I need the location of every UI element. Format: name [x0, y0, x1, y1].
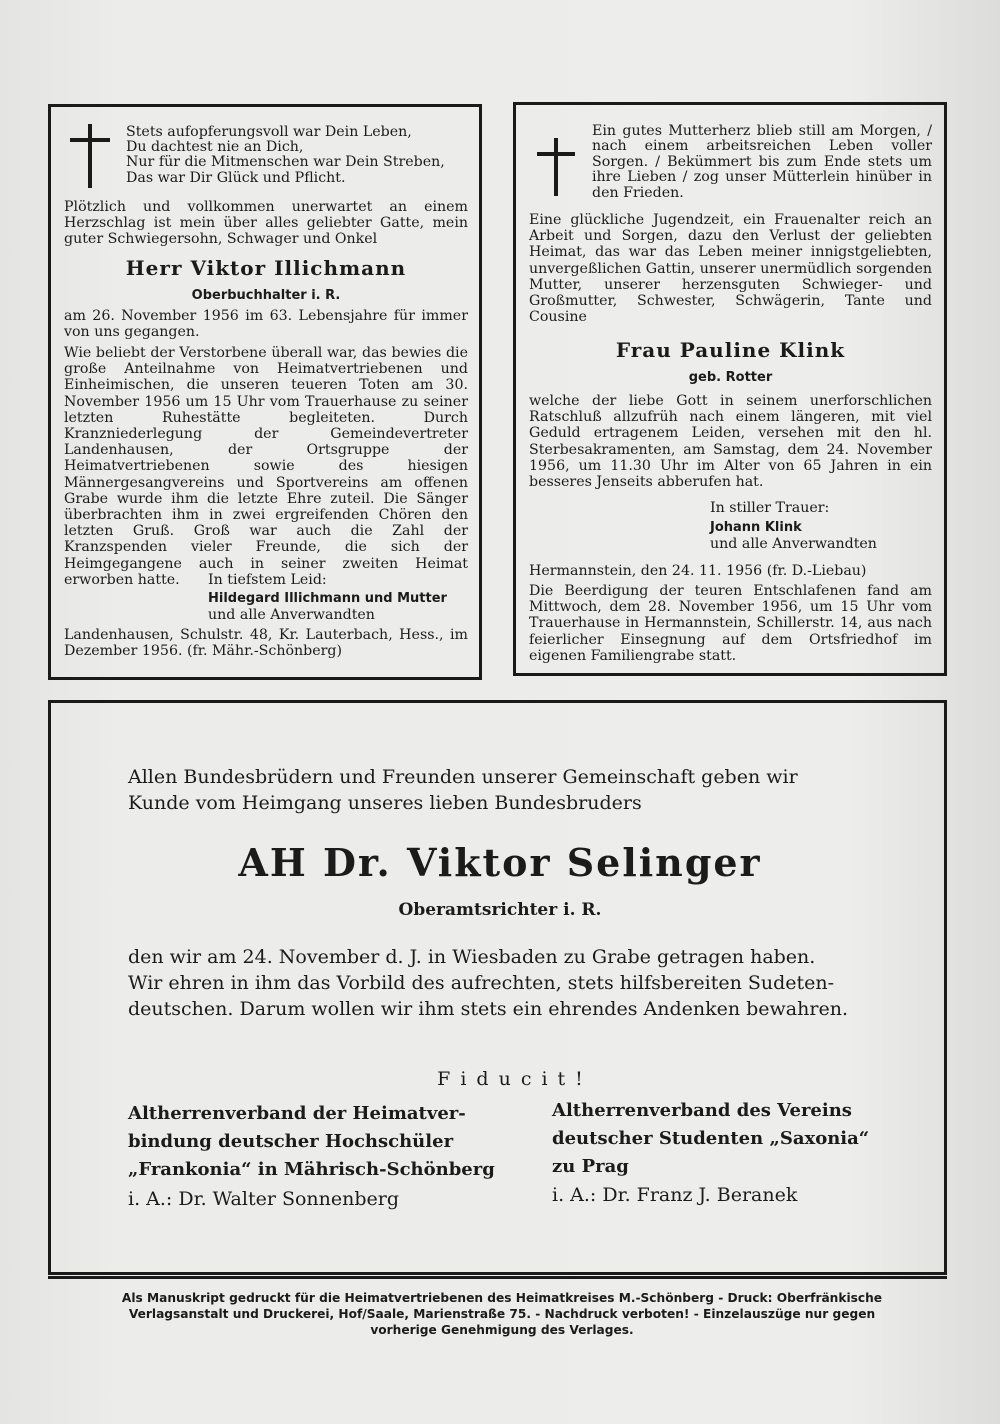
intro-line: Kunde vom Heimgang unseres lieben Bundesbruders [128, 792, 642, 814]
funeral-text: Die Beerdigung der teuren Entschlafenen fand am Mittwoch, dem 28. November 1956, um 15 Uhr vom Trauerhause in Hermannstein, Schillerstr. 14, aus nach feierlicher Einsegnung auf dem Ortsfriedhof im eigenen Familiengrabe statt. [529, 583, 932, 664]
cross-icon [70, 124, 110, 188]
place-date: Landenhausen, Schulstr. 48, Kr. Lauterbach, Hess., im Dezember 1956. (fr. Mähr.-Schönberg) [64, 627, 468, 660]
signer: Johann Klink [710, 520, 802, 535]
maiden-name: geb. Rotter [688, 370, 773, 385]
deceased-name: Frau Pauline Klink [615, 338, 846, 362]
place-date: Hermannstein, den 24. 11. 1956 (fr. D.-Liebau) [529, 563, 867, 579]
body-text: welche der liebe Gott in seinem unerforschlichen Ratschluß allzufrüh nach einem längeren, mit viel Geduld ertragenem Leiden, versehen mit den hl. Sterbesakramenten, am Samstag, dem 24. November 1956, um 11.30 Uhr im Alter von 65 Jahren in ein besseres Jenseits abberufen hat. [529, 393, 932, 491]
intro-text: Eine glückliche Jugendzeit, ein Frauenalter reich an Arbeit und Sorgen, dazu den Verlust der geliebten Heimat, das war das Leben meiner innigstgeliebten, unvergeßlichen Gattin, unserer unermüdlich sorgenden Mutter, unserer herzensguten Schwieger- und Großmutter, Schwester, Schwägerin, Tante und Cousine [529, 212, 932, 326]
org-left-signer: i. A.: Dr. Walter Sonnenberg [128, 1188, 400, 1210]
poem: Ein gutes Mutterherz blieb still am Morgen, / nach einem arbeitsreichen Leben voller Sorgen. / Bekümmert bis zum Ende stets um ihre Lieben / zog unser Mütterlein hinüber in den Frieden. [592, 123, 932, 201]
body-text: Wie beliebt der Verstorbene überall war, das bewies die große Anteilnahme von Heimatvertriebenen und Einheimischen, die unseren teueren Toten am 30. November 1956 um 15 Uhr vom Trauerhause zu seiner letzten Ruhestätte begleiteten. Durch Kranzniederlegung der Gemeindevertreter Landenhausen, der Ortsgruppe der Heimatvertriebenen sowie des hiesigen Männergesangvereins und Sportvereins am offenen Grabe wurde ihm die letzte Ehre zuteil. Die Sänger überbrachten ihm in zwei ergreifenden Chören den letzten Gruß. Groß war auch die Zahl der Kranzspenden vieler Freunde, die sich der Heimgegangene auch in seiner zweiten Heimat erworben hatte. [64, 345, 468, 588]
footer-rule [48, 1276, 947, 1279]
relatives: und alle Anverwandten [208, 607, 375, 623]
intro-line: Allen Bundesbrüdern und Freunden unserer Gemeinschaft geben wir [128, 766, 798, 788]
date-text: am 26. November 1956 im 63. Lebensjahre für immer von uns gegangen. [64, 308, 468, 341]
signer: Hildegard Illichmann und Mutter [208, 591, 447, 606]
poem: Stets aufopferungsvoll war Dein Leben, Du dachtest nie an Dich, Nur für die Mitmenschen war Dein Streben, Das war Dir Glück und Pflicht. [126, 124, 445, 186]
org-right-signer: i. A.: Dr. Franz J. Beranek [552, 1184, 798, 1206]
motto: Fiducit! [437, 1068, 593, 1090]
body-line: deutschen. Darum wollen wir ihm stets ein ehrendes Andenken bewahren. [128, 998, 848, 1020]
deceased-title: Oberbuchhalter i. R. [191, 288, 341, 303]
mourning-line: In tiefstem Leid: [208, 572, 327, 588]
body-line: Wir ehren in ihm das Vorbild des aufrechten, stets hilfsbereiten Sudeten- [128, 972, 835, 994]
body-line: den wir am 24. November d. J. in Wiesbaden zu Grabe getragen haben. [128, 946, 816, 968]
org-right: Altherrenverband des Vereins deutscher Studenten „Saxonia“ zu Prag [552, 1100, 870, 1177]
deceased-title: Oberamtsrichter i. R. [398, 900, 602, 920]
deceased-name: AH Dr. Viktor Selinger [238, 840, 762, 885]
intro-text: Plötzlich und vollkommen unerwartet an einem Herzschlag ist mein über alles geliebter Gatte, mein guter Schwiegersohn, Schwager und Onkel [64, 199, 468, 248]
imprint-footer: Als Manuskript gedruckt für die Heimatvertriebenen des Heimatkreises M.-Schönberg - Druck: Oberfränkische Verlagsanstalt und Druckerei, Hof/Saale, Marienstraße 75. - Nachdruck verboten! - Einzelauszüge nur gegen vorherige Genehmigung des Verlages. [121, 1291, 883, 1337]
cross-icon [537, 138, 575, 196]
deceased-name: Herr Viktor Illichmann [125, 256, 407, 280]
mourning-line: In stiller Trauer: [710, 500, 830, 516]
org-left: Altherrenverband der Heimatver- bindung deutscher Hochschüler „Frankonia“ in Mährisch-Schönberg [128, 1103, 495, 1180]
relatives: und alle Anverwandten [710, 536, 877, 552]
